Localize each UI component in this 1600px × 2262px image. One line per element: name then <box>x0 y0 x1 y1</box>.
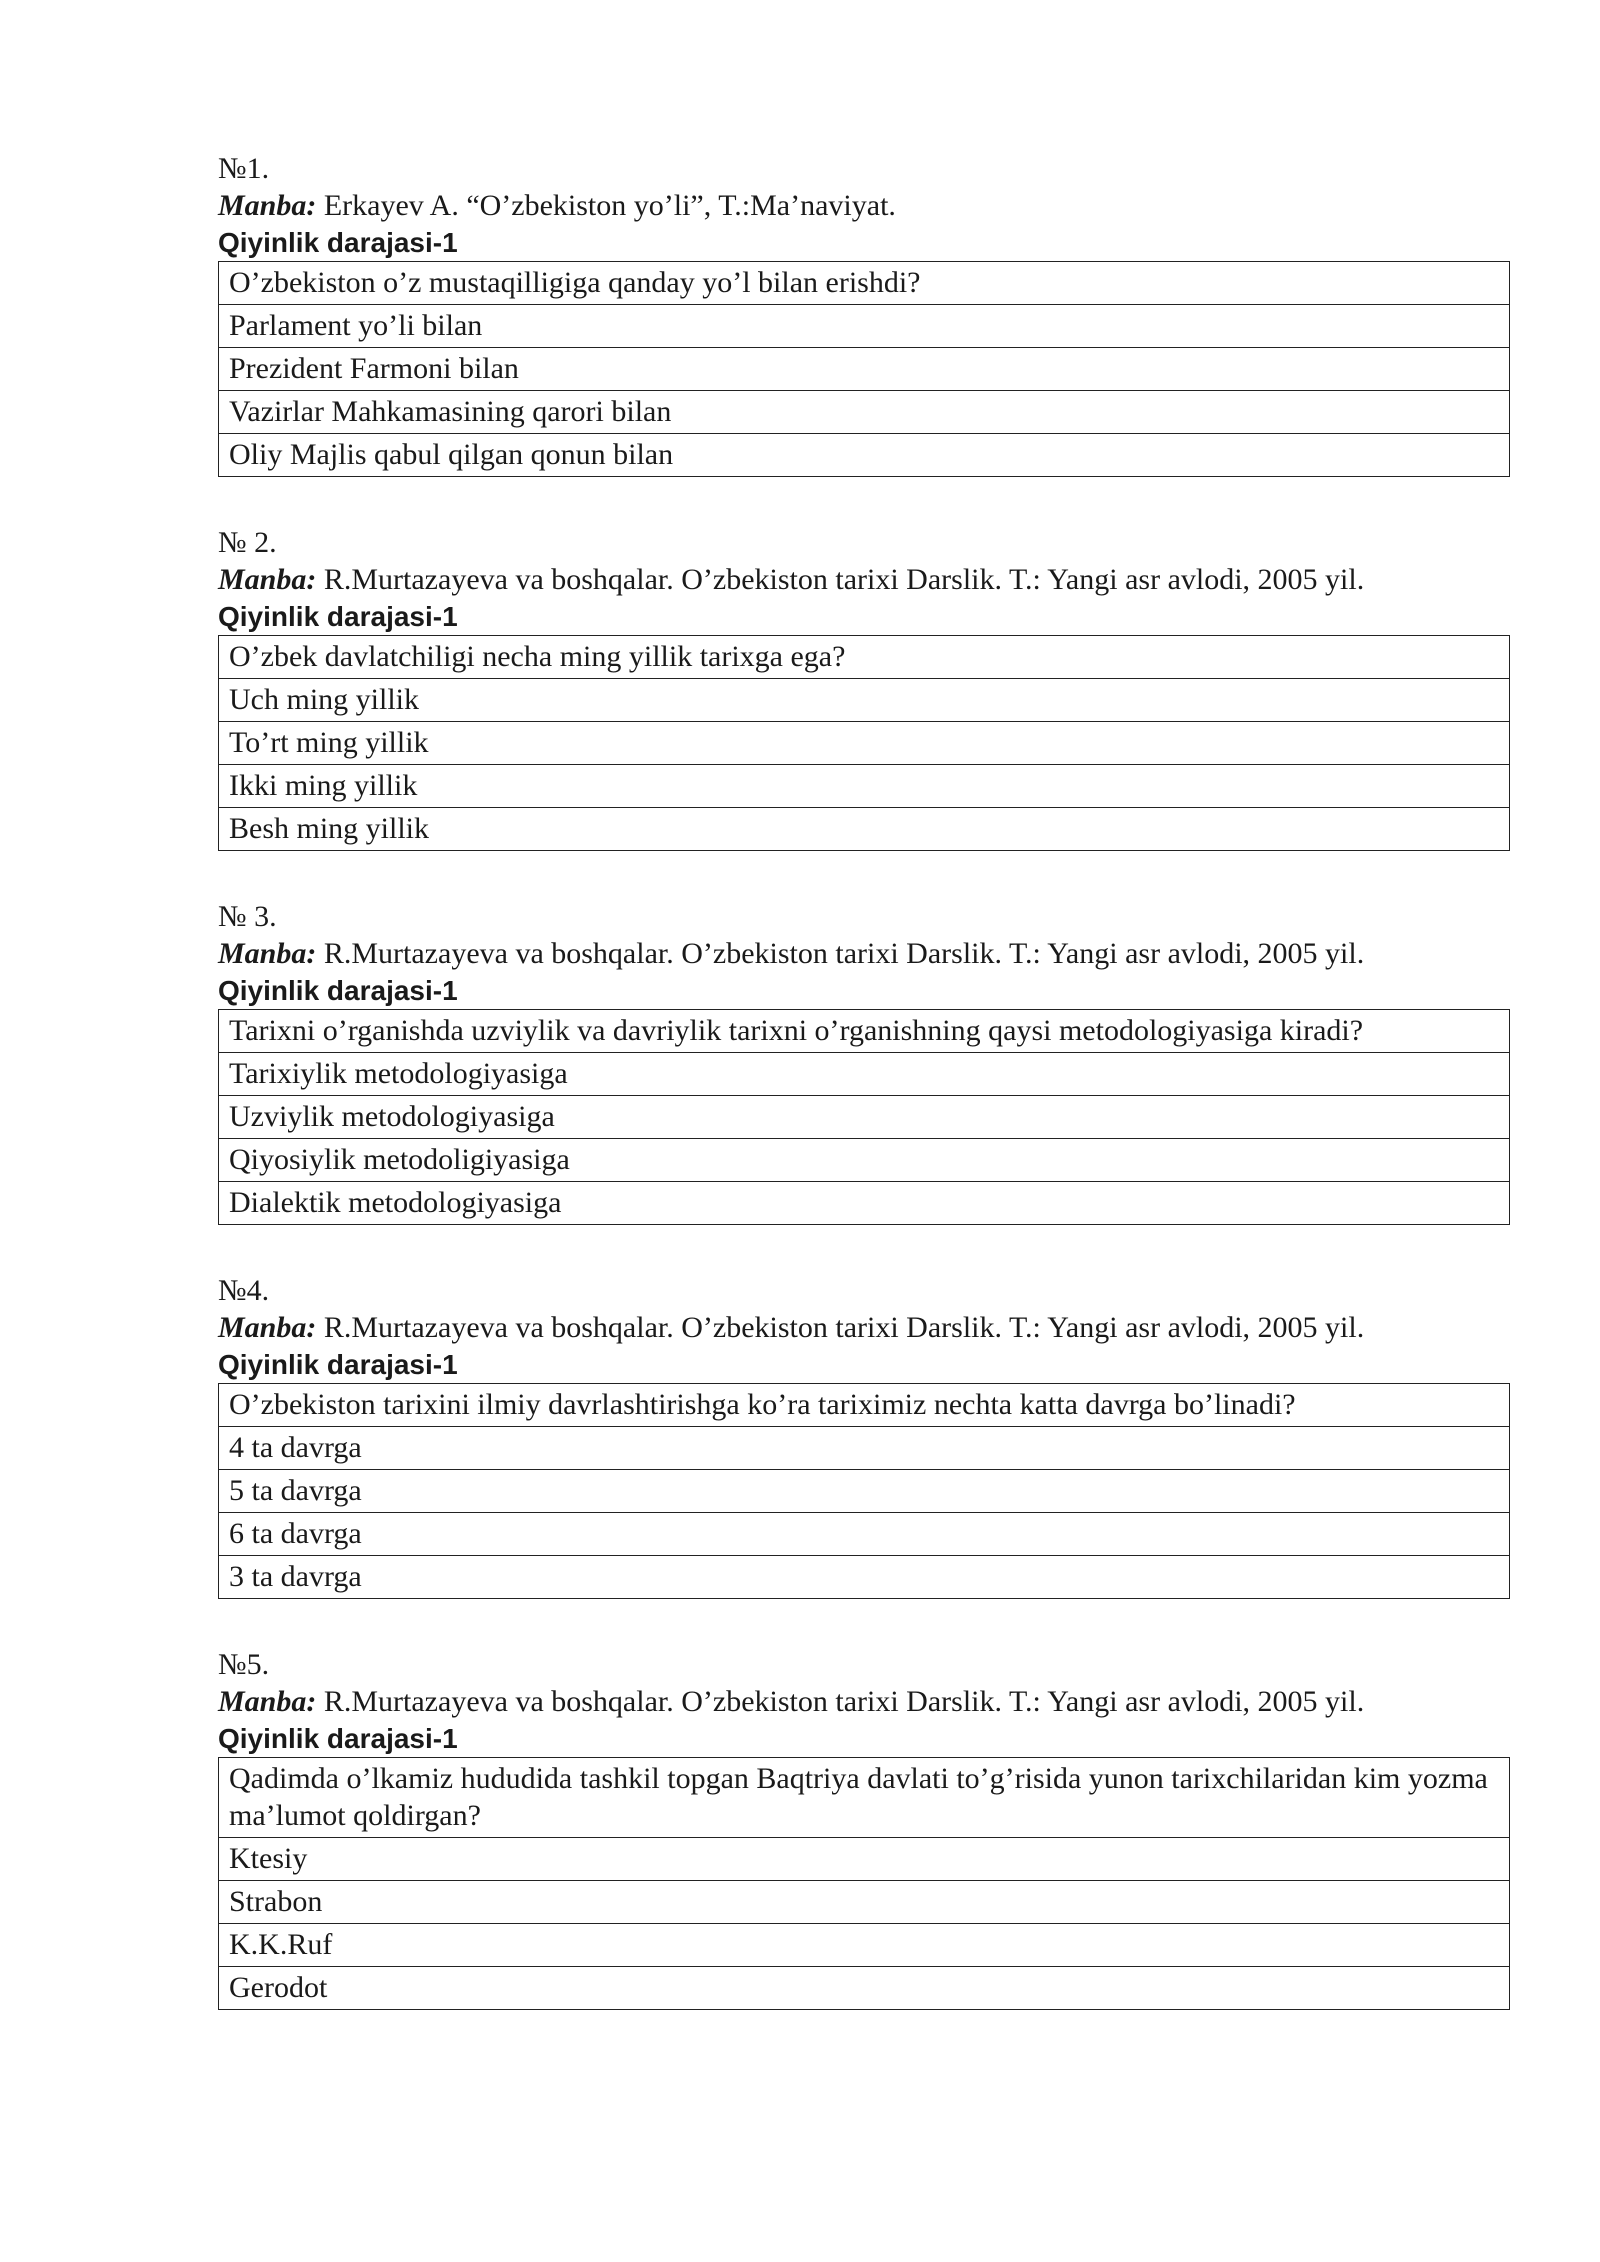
option-row <box>219 1967 1510 2010</box>
question-block <box>218 150 1510 477</box>
option-row <box>219 765 1510 808</box>
option-text: Vazirlar Mahkamasining qarori bilan <box>219 391 1510 434</box>
question-block <box>218 1272 1510 1599</box>
question-text: O’zbek davlatchiligi necha ming yillik tarixga ega? <box>219 636 1510 679</box>
question-text: O’zbekiston tarixini ilmiy davrlashtirishga ko’ra tariximiz nechta katta davrga bo’linadi? <box>219 1384 1510 1427</box>
source-label: Manba: <box>218 563 317 596</box>
option-row <box>219 1427 1510 1470</box>
source-text: R.Murtazayeva va boshqalar. O’zbekiston tarixi Darslik. T.: Yangi asr avlodi, 2005 yil. <box>316 937 1365 970</box>
question-row <box>219 1758 1510 1838</box>
option-row <box>219 1556 1510 1599</box>
question-block <box>218 524 1510 851</box>
question-number: № 2. <box>218 526 277 559</box>
option-text: Besh ming yillik <box>219 808 1510 851</box>
option-text: 6 ta davrga <box>219 1513 1510 1556</box>
question-source <box>218 187 1510 224</box>
difficulty-level: Qiyinlik darajasi-1 <box>218 1723 458 1754</box>
question-number: № 3. <box>218 900 277 933</box>
option-text: Gerodot <box>219 1967 1510 2010</box>
question-source <box>218 1309 1510 1346</box>
source-label: Manba: <box>218 1311 317 1344</box>
source-text: R.Murtazayeva va boshqalar. O’zbekiston tarixi Darslik. T.: Yangi asr avlodi, 2005 yil. <box>316 1311 1365 1344</box>
difficulty-level: Qiyinlik darajasi-1 <box>218 1349 458 1380</box>
option-row <box>219 1881 1510 1924</box>
source-label: Manba: <box>218 937 317 970</box>
option-text: 3 ta davrga <box>219 1556 1510 1599</box>
option-text: Uch ming yillik <box>219 679 1510 722</box>
question-row <box>219 636 1510 679</box>
option-text: Dialektik metodologiyasiga <box>219 1182 1510 1225</box>
source-text: R.Murtazayeva va boshqalar. O’zbekiston tarixi Darslik. T.: Yangi asr avlodi, 2005 yil. <box>316 563 1365 596</box>
option-row <box>219 808 1510 851</box>
question-source <box>218 561 1510 598</box>
source-label: Manba: <box>218 1685 317 1718</box>
option-text: To’rt ming yillik <box>219 722 1510 765</box>
option-row <box>219 1182 1510 1225</box>
option-row <box>219 305 1510 348</box>
question-number: №4. <box>218 1274 270 1307</box>
question-row <box>219 1384 1510 1427</box>
option-text: K.K.Ruf <box>219 1924 1510 1967</box>
question-number: №5. <box>218 1648 270 1681</box>
option-row <box>219 722 1510 765</box>
question-block <box>218 898 1510 1225</box>
option-text: Tarixiylik metodologiyasiga <box>219 1053 1510 1096</box>
option-text: 4 ta davrga <box>219 1427 1510 1470</box>
option-text: Uzviylik metodologiyasiga <box>219 1096 1510 1139</box>
source-text: Erkayev A. “O’zbekiston yo’li”, T.:Ma’naviyat. <box>316 189 896 222</box>
question-source <box>218 1683 1510 1720</box>
source-label: Manba: <box>218 189 317 222</box>
question-table <box>218 1757 1510 2010</box>
option-text: Ikki ming yillik <box>219 765 1510 808</box>
question-text: O’zbekiston o’z mustaqilligiga qanday yo’l bilan erishdi? <box>219 262 1510 305</box>
option-text: Ktesiy <box>219 1838 1510 1881</box>
option-text: Parlament yo’li bilan <box>219 305 1510 348</box>
question-table <box>218 1009 1510 1225</box>
question-table <box>218 635 1510 851</box>
question-number: №1. <box>218 152 270 185</box>
option-row <box>219 1096 1510 1139</box>
question-row <box>219 262 1510 305</box>
option-row <box>219 434 1510 477</box>
option-row <box>219 1470 1510 1513</box>
option-row <box>219 1924 1510 1967</box>
option-text: 5 ta davrga <box>219 1470 1510 1513</box>
question-table <box>218 261 1510 477</box>
question-row <box>219 1010 1510 1053</box>
option-text: Oliy Majlis qabul qilgan qonun bilan <box>219 434 1510 477</box>
difficulty-level: Qiyinlik darajasi-1 <box>218 975 458 1006</box>
option-row <box>219 348 1510 391</box>
difficulty-level: Qiyinlik darajasi-1 <box>218 601 458 632</box>
source-text: R.Murtazayeva va boshqalar. O’zbekiston tarixi Darslik. T.: Yangi asr avlodi, 2005 yil. <box>316 1685 1365 1718</box>
question-source <box>218 935 1510 972</box>
difficulty-level: Qiyinlik darajasi-1 <box>218 227 458 258</box>
option-row <box>219 1139 1510 1182</box>
option-row <box>219 1513 1510 1556</box>
option-row <box>219 1053 1510 1096</box>
option-text: Prezident Farmoni bilan <box>219 348 1510 391</box>
document-page <box>218 150 1510 2057</box>
question-table <box>218 1383 1510 1599</box>
question-text: Tarixni o’rganishda uzviylik va davriylik tarixni o’rganishning qaysi metodologiyasiga kiradi? <box>219 1010 1510 1053</box>
option-text: Strabon <box>219 1881 1510 1924</box>
option-row <box>219 679 1510 722</box>
question-block <box>218 1646 1510 2010</box>
option-row <box>219 391 1510 434</box>
question-text: Qadimda o’lkamiz hududida tashkil topgan Baqtriya davlati to’g’risida yunon tarixchilaridan kim yozma ma’lumot qoldirgan? <box>219 1758 1510 1838</box>
option-text: Qiyosiylik metodoligiyasiga <box>219 1139 1510 1182</box>
option-row <box>219 1838 1510 1881</box>
